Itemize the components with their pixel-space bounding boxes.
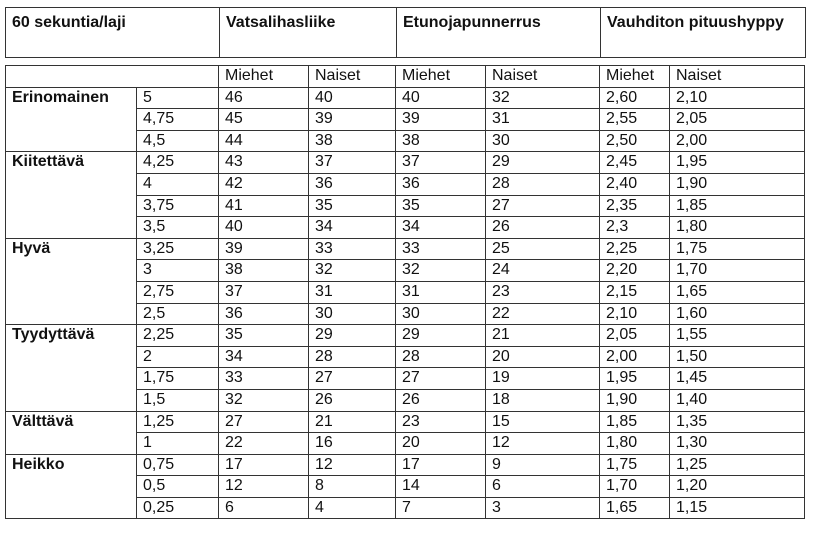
- situps-men-cell: 46: [219, 87, 309, 109]
- score-cell: 3,75: [137, 195, 219, 217]
- jump-women-cell: 1,25: [670, 454, 805, 476]
- jump-men-cell: 2,45: [600, 152, 670, 174]
- jump-women-cell: 1,40: [670, 389, 805, 411]
- pushups-men-cell: 40: [396, 87, 486, 109]
- pushups-women-cell: 29: [486, 152, 600, 174]
- pushups-women-cell: 24: [486, 260, 600, 282]
- score-cell: 3: [137, 260, 219, 282]
- pushups-men-cell: 17: [396, 454, 486, 476]
- score-cell: 2: [137, 346, 219, 368]
- jump-women-cell: 1,75: [670, 238, 805, 260]
- situps-women-cell: 33: [309, 238, 396, 260]
- grade-label: Heikko: [6, 454, 137, 519]
- pushups-women-cell: 22: [486, 303, 600, 325]
- situps-women-cell: 21: [309, 411, 396, 433]
- situps-women-cell: 31: [309, 281, 396, 303]
- jump-men-cell: 2,15: [600, 281, 670, 303]
- pushups-men-cell: 27: [396, 368, 486, 390]
- header-table: [5, 7, 806, 58]
- grade-label: Tyydyttävä: [6, 325, 137, 411]
- scores-table: [5, 65, 805, 519]
- score-cell: 4,5: [137, 130, 219, 152]
- pushups-men-cell: 37: [396, 152, 486, 174]
- score-cell: 2,75: [137, 281, 219, 303]
- grade-label: Välttävä: [6, 411, 137, 454]
- jump-women-cell: 1,55: [670, 325, 805, 347]
- subheader-blank-cell: [6, 66, 219, 88]
- table-row: [6, 411, 805, 433]
- grade-label: Hyvä: [6, 238, 137, 324]
- jump-men-cell: 2,05: [600, 325, 670, 347]
- pushups-women-cell: 28: [486, 173, 600, 195]
- jump-women-cell: 1,20: [670, 476, 805, 498]
- situps-men-cell: 34: [219, 346, 309, 368]
- situps-men-cell: 17: [219, 454, 309, 476]
- situps-women-cell: 4: [309, 497, 396, 519]
- header-cell-category: 60 sekuntia/laji: [6, 8, 220, 58]
- situps-women-cell: 29: [309, 325, 396, 347]
- table-row: [6, 454, 805, 476]
- situps-women-cell: 8: [309, 476, 396, 498]
- score-cell: 0,25: [137, 497, 219, 519]
- situps-women-cell: 37: [309, 152, 396, 174]
- situps-women-cell: 26: [309, 389, 396, 411]
- score-cell: 4,25: [137, 152, 219, 174]
- jump-men-cell: 2,55: [600, 109, 670, 131]
- header-cell-pushups: Etunojapunnerrus: [397, 8, 601, 58]
- jump-men-cell: 1,90: [600, 389, 670, 411]
- jump-women-cell: 1,30: [670, 433, 805, 455]
- situps-men-cell: 37: [219, 281, 309, 303]
- situps-women-cell: 30: [309, 303, 396, 325]
- jump-women-cell: 1,45: [670, 368, 805, 390]
- jump-women-cell: 2,10: [670, 87, 805, 109]
- situps-men-cell: 33: [219, 368, 309, 390]
- score-cell: 1,75: [137, 368, 219, 390]
- subheader-women: Naiset: [670, 66, 805, 88]
- header-cell-situps: Vatsalihasliike: [220, 8, 397, 58]
- subheader-women: Naiset: [309, 66, 396, 88]
- pushups-women-cell: 23: [486, 281, 600, 303]
- pushups-women-cell: 27: [486, 195, 600, 217]
- score-cell: 3,25: [137, 238, 219, 260]
- jump-men-cell: 2,35: [600, 195, 670, 217]
- jump-women-cell: 1,65: [670, 281, 805, 303]
- score-cell: 0,5: [137, 476, 219, 498]
- jump-women-cell: 1,35: [670, 411, 805, 433]
- subheader-men: Miehet: [600, 66, 670, 88]
- situps-women-cell: 34: [309, 217, 396, 239]
- situps-women-cell: 39: [309, 109, 396, 131]
- subheader-row: [6, 66, 805, 88]
- pushups-men-cell: 14: [396, 476, 486, 498]
- score-cell: 4,75: [137, 109, 219, 131]
- grade-label: Kiitettävä: [6, 152, 137, 238]
- pushups-women-cell: 15: [486, 411, 600, 433]
- pushups-men-cell: 34: [396, 217, 486, 239]
- pushups-men-cell: 28: [396, 346, 486, 368]
- subheader-men: Miehet: [396, 66, 486, 88]
- header-row: [6, 8, 806, 58]
- pushups-women-cell: 9: [486, 454, 600, 476]
- jump-women-cell: 1,85: [670, 195, 805, 217]
- grade-label: Erinomainen: [6, 87, 137, 152]
- situps-men-cell: 6: [219, 497, 309, 519]
- jump-men-cell: 2,00: [600, 346, 670, 368]
- table-row: [6, 238, 805, 260]
- score-cell: 3,5: [137, 217, 219, 239]
- pushups-men-cell: 35: [396, 195, 486, 217]
- pushups-men-cell: 38: [396, 130, 486, 152]
- situps-men-cell: 41: [219, 195, 309, 217]
- situps-men-cell: 39: [219, 238, 309, 260]
- pushups-men-cell: 39: [396, 109, 486, 131]
- pushups-women-cell: 18: [486, 389, 600, 411]
- jump-men-cell: 2,10: [600, 303, 670, 325]
- pushups-women-cell: 21: [486, 325, 600, 347]
- pushups-women-cell: 31: [486, 109, 600, 131]
- score-cell: 4: [137, 173, 219, 195]
- pushups-women-cell: 25: [486, 238, 600, 260]
- situps-men-cell: 40: [219, 217, 309, 239]
- pushups-women-cell: 20: [486, 346, 600, 368]
- jump-women-cell: 1,70: [670, 260, 805, 282]
- jump-men-cell: 2,3: [600, 217, 670, 239]
- jump-women-cell: 2,05: [670, 109, 805, 131]
- situps-men-cell: 22: [219, 433, 309, 455]
- situps-men-cell: 35: [219, 325, 309, 347]
- pushups-women-cell: 6: [486, 476, 600, 498]
- subheader-women: Naiset: [486, 66, 600, 88]
- jump-men-cell: 2,60: [600, 87, 670, 109]
- jump-women-cell: 2,00: [670, 130, 805, 152]
- jump-women-cell: 1,60: [670, 303, 805, 325]
- subheader-men: Miehet: [219, 66, 309, 88]
- score-cell: 1,5: [137, 389, 219, 411]
- situps-women-cell: 40: [309, 87, 396, 109]
- pushups-men-cell: 23: [396, 411, 486, 433]
- jump-men-cell: 1,65: [600, 497, 670, 519]
- pushups-women-cell: 3: [486, 497, 600, 519]
- situps-women-cell: 32: [309, 260, 396, 282]
- score-cell: 1,25: [137, 411, 219, 433]
- pushups-men-cell: 20: [396, 433, 486, 455]
- pushups-men-cell: 29: [396, 325, 486, 347]
- score-cell: 5: [137, 87, 219, 109]
- situps-women-cell: 16: [309, 433, 396, 455]
- situps-women-cell: 27: [309, 368, 396, 390]
- situps-men-cell: 36: [219, 303, 309, 325]
- pushups-men-cell: 7: [396, 497, 486, 519]
- pushups-women-cell: 26: [486, 217, 600, 239]
- pushups-men-cell: 30: [396, 303, 486, 325]
- jump-men-cell: 2,20: [600, 260, 670, 282]
- jump-women-cell: 1,95: [670, 152, 805, 174]
- pushups-women-cell: 12: [486, 433, 600, 455]
- jump-men-cell: 1,85: [600, 411, 670, 433]
- pushups-women-cell: 19: [486, 368, 600, 390]
- situps-men-cell: 43: [219, 152, 309, 174]
- score-cell: 2,5: [137, 303, 219, 325]
- jump-men-cell: 2,40: [600, 173, 670, 195]
- jump-men-cell: 1,75: [600, 454, 670, 476]
- situps-men-cell: 12: [219, 476, 309, 498]
- table-row: [6, 87, 805, 109]
- pushups-men-cell: 33: [396, 238, 486, 260]
- jump-men-cell: 1,95: [600, 368, 670, 390]
- table-row: [6, 152, 805, 174]
- header-cell-long-jump: Vauhditon pituushyppy: [601, 8, 806, 58]
- situps-women-cell: 36: [309, 173, 396, 195]
- situps-women-cell: 28: [309, 346, 396, 368]
- jump-men-cell: 2,25: [600, 238, 670, 260]
- score-cell: 0,75: [137, 454, 219, 476]
- jump-women-cell: 1,90: [670, 173, 805, 195]
- situps-men-cell: 27: [219, 411, 309, 433]
- situps-women-cell: 12: [309, 454, 396, 476]
- jump-men-cell: 1,80: [600, 433, 670, 455]
- situps-men-cell: 32: [219, 389, 309, 411]
- situps-men-cell: 45: [219, 109, 309, 131]
- jump-men-cell: 1,70: [600, 476, 670, 498]
- pushups-women-cell: 30: [486, 130, 600, 152]
- jump-men-cell: 2,50: [600, 130, 670, 152]
- situps-women-cell: 35: [309, 195, 396, 217]
- pushups-men-cell: 31: [396, 281, 486, 303]
- pushups-men-cell: 26: [396, 389, 486, 411]
- pushups-men-cell: 32: [396, 260, 486, 282]
- score-cell: 2,25: [137, 325, 219, 347]
- pushups-men-cell: 36: [396, 173, 486, 195]
- pushups-women-cell: 32: [486, 87, 600, 109]
- situps-men-cell: 44: [219, 130, 309, 152]
- score-cell: 1: [137, 433, 219, 455]
- table-row: [6, 325, 805, 347]
- situps-men-cell: 42: [219, 173, 309, 195]
- situps-women-cell: 38: [309, 130, 396, 152]
- jump-women-cell: 1,50: [670, 346, 805, 368]
- jump-women-cell: 1,80: [670, 217, 805, 239]
- situps-men-cell: 38: [219, 260, 309, 282]
- jump-women-cell: 1,15: [670, 497, 805, 519]
